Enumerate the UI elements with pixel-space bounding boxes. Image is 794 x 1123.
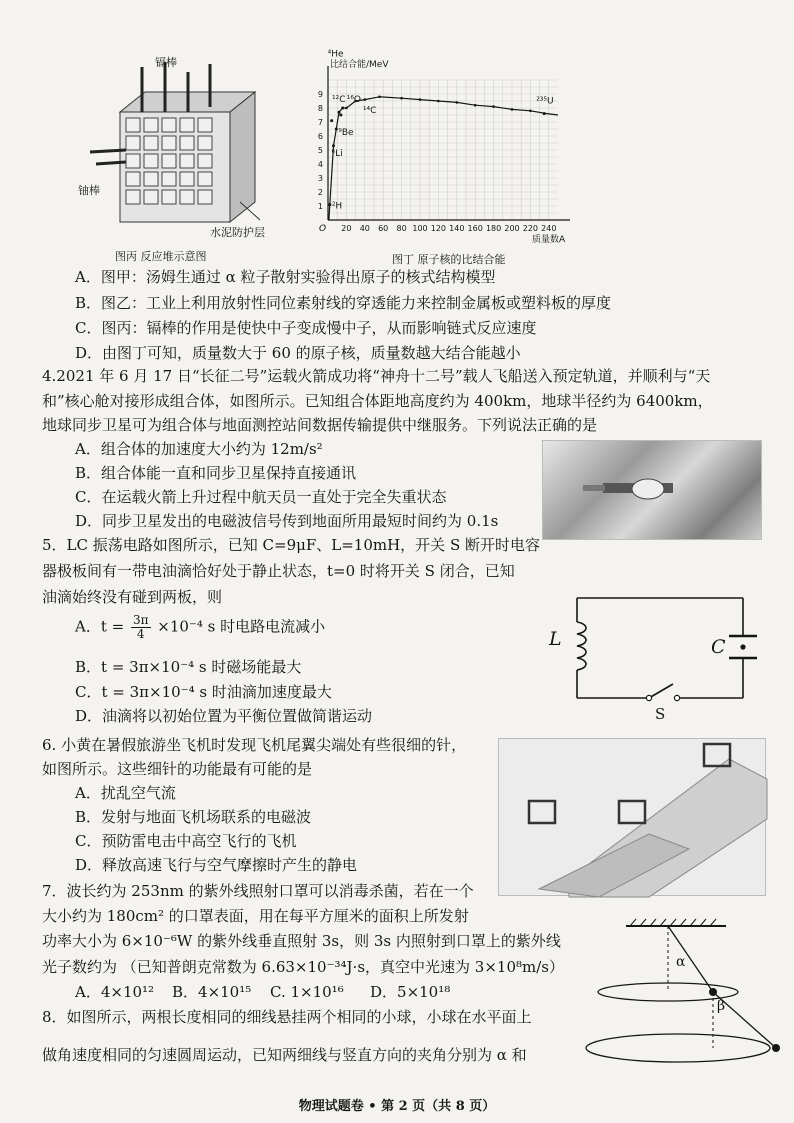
conical-pendulum-figure bbox=[586, 918, 786, 1068]
x-tick-label: 80 bbox=[396, 224, 407, 233]
annotation-label: ²H bbox=[331, 201, 343, 212]
data-point bbox=[378, 96, 381, 99]
x-tick-label: 120 bbox=[430, 224, 447, 233]
q6-stem-line-2: 如图所示。这些细针的功能最有可能的是 bbox=[42, 760, 313, 778]
label-beta: β bbox=[717, 998, 726, 1014]
data-point bbox=[364, 98, 367, 101]
spacecraft-shape bbox=[543, 441, 763, 541]
caption-figure-bing: 图丙 反应堆示意图 bbox=[115, 250, 207, 263]
data-point bbox=[400, 97, 403, 100]
y-tick-label: 8 bbox=[317, 104, 323, 113]
q5-stem-line-2: 器极板间有一带电油滴恰好处于静止状态，t=0 时将开关 S 闭合，已知 bbox=[42, 562, 515, 580]
label-uranium-rod: 铀棒 bbox=[78, 184, 100, 197]
data-point bbox=[511, 108, 514, 111]
q6-option-b: B．发射与地面飞机场联系的电磁波 bbox=[75, 808, 312, 826]
annotation-label: ⁹Be bbox=[338, 128, 354, 138]
annotation-point bbox=[341, 107, 344, 110]
label-inductor: L bbox=[549, 628, 562, 650]
q3-option-d: D．由图丁可知，质量数大于 60 的原子核，质量数越大结合能越小 bbox=[75, 344, 521, 362]
q8-stem-line-2: 做角速度相同的匀速圆周运动，已知两细线与竖直方向的夹角分别为 α 和 bbox=[42, 1046, 527, 1064]
fraction-numerator: 3π bbox=[132, 613, 149, 627]
q4-stem-line-3: 地球同步卫星可为组合体与地面测控站间数据传输提供中继服务。下列说法正确的是 bbox=[42, 416, 598, 434]
q5-option-b: B．t = 3π×10⁻⁴ s 时磁场能最大 bbox=[75, 658, 302, 676]
q3-option-b: B．图乙：工业上利用放射性同位素射线的穿透能力来控制金属板或塑料板的厚度 bbox=[75, 294, 612, 312]
x-tick-label: 160 bbox=[467, 224, 483, 233]
annotation-point bbox=[543, 112, 546, 115]
annotation-point bbox=[330, 119, 333, 122]
binding-energy-chart bbox=[300, 49, 600, 250]
annotation-point bbox=[332, 144, 335, 147]
q5-stem-line-3: 油滴始终没有碰到两板，则 bbox=[42, 588, 223, 606]
x-tick-label: 20 bbox=[341, 224, 352, 233]
aircraft-tail-photo bbox=[498, 738, 766, 896]
q3-option-c: C．图丙：镉棒的作用是使快中子变成慢中子，从而影响链式反应速度 bbox=[75, 319, 537, 337]
y-tick-label: 3 bbox=[317, 174, 323, 183]
label-concrete-shield: 水泥防护层 bbox=[210, 226, 265, 239]
label-alpha: α bbox=[676, 954, 686, 970]
annotation-label: ¹²C bbox=[332, 95, 346, 106]
lc-circuit-figure bbox=[545, 590, 760, 725]
reactor-diagram bbox=[60, 52, 290, 242]
q5-option-c: C．t = 3π×10⁻⁴ s 时油滴加速度最大 bbox=[75, 683, 332, 701]
label-cadmium-rod: 镉棒 bbox=[155, 56, 177, 69]
q4-option-b: B．组合体能一直和同步卫星保持直接通讯 bbox=[75, 464, 357, 482]
annotation-point bbox=[339, 114, 342, 117]
page-footer: 物理试题卷 • 第 2 页（共 8 页） bbox=[298, 1099, 496, 1114]
q4-option-c: C．在运载火箭上升过程中航天员一直处于完全失重状态 bbox=[75, 488, 447, 506]
caption-figure-ding: 图丁 原子核的比结合能 bbox=[392, 253, 506, 266]
y-tick-label: 5 bbox=[317, 146, 323, 155]
y-tick-label: 1 bbox=[317, 202, 323, 211]
x-tick-label: 240 bbox=[541, 224, 557, 233]
y-tick-label: 4 bbox=[317, 160, 323, 169]
aircraft-tail-shape bbox=[499, 739, 767, 897]
annotation-point bbox=[338, 111, 341, 114]
x-tick-label: 100 bbox=[412, 224, 428, 233]
q4-stem-line-2: 和”核心舱对接形成组合体，如图所示。已知组合体距地高度约为 400km，地球半径约为 6400km， bbox=[42, 392, 713, 410]
data-point bbox=[419, 98, 422, 101]
q4-option-d: D．同步卫星发出的电磁波信号传到地面所用最短时间约为 0.1s bbox=[75, 512, 499, 530]
annotation-label: ¹⁴C bbox=[362, 106, 377, 116]
q8-stem-line-1: 8．如图所示，两根长度相同的细线悬挂两个相同的小球，小球在水平面上 bbox=[42, 1008, 532, 1026]
q4-option-a: A．组合体的加速度大小约为 12m/s² bbox=[75, 440, 323, 458]
q4-stem-line-1: 4.2021 年 6 月 17 日“长征二号”运载火箭成功将“神舟十二号”载人飞船送入预定轨道，并顺利与“天 bbox=[42, 367, 711, 385]
y-tick-label: 2 bbox=[317, 188, 323, 197]
lc-circuit-diagram bbox=[545, 590, 760, 725]
annotation-label: ⁶Li bbox=[331, 148, 343, 159]
annotation-label: ¹⁶O bbox=[346, 95, 362, 105]
q6-option-a: A．扰乱空气流 bbox=[75, 784, 176, 802]
data-point bbox=[529, 110, 532, 113]
x-tick-label: 200 bbox=[504, 224, 520, 233]
label-capacitor: C bbox=[711, 636, 726, 658]
label-switch: S bbox=[655, 705, 666, 723]
spacecraft-photo bbox=[542, 440, 762, 540]
q6-stem-line-1: 6. 小黄在暑假旅游坐飞机时发现飞机尾翼尖端处有些很细的针， bbox=[42, 736, 467, 754]
q5-stem-line-1: 5．LC 振荡电路如图所示，已知 C=9μF、L=10mH，开关 S 断开时电容 bbox=[42, 536, 540, 554]
q6-option-c: C．预防雷电击中高空飞行的飞机 bbox=[75, 832, 297, 850]
x-tick-label: 180 bbox=[485, 224, 502, 233]
x-axis-title: 质量数A bbox=[532, 235, 566, 245]
y-tick-label: 9 bbox=[317, 90, 323, 99]
q5-option-d: D．油滴将以初始位置为平衡位置做简谐运动 bbox=[75, 707, 373, 725]
x-tick-label: 40 bbox=[359, 224, 370, 233]
conical-pendulum-diagram bbox=[586, 918, 786, 1068]
data-point bbox=[345, 107, 348, 110]
q7-option-c: C. 1×10¹⁶ bbox=[270, 983, 344, 1001]
data-point bbox=[437, 100, 440, 103]
axis-origin: O bbox=[319, 224, 327, 234]
y-tick-label: 7 bbox=[317, 118, 323, 127]
q7-stem-line-2: 大小约为 180cm² 的口罩表面，用在每平方厘米的面积上所发射 bbox=[42, 907, 469, 925]
x-tick-label: 140 bbox=[449, 224, 465, 233]
data-point bbox=[474, 104, 477, 107]
annotation-label: ⁴He bbox=[327, 49, 344, 60]
q7-option-b: B．4×10¹⁵ bbox=[172, 983, 252, 1001]
x-tick-label: 220 bbox=[522, 224, 539, 233]
figure-reactor bbox=[60, 52, 290, 267]
q6-option-d: D．释放高速飞行与空气摩擦时产生的静电 bbox=[75, 856, 358, 874]
q7-option-d: D．5×10¹⁸ bbox=[370, 983, 451, 1001]
q7-option-a: A．4×10¹² bbox=[75, 983, 155, 1001]
q5-option-a-prefix: A．t = bbox=[75, 617, 125, 636]
fraction-denominator: 4 bbox=[136, 627, 145, 641]
q7-stem-line-3: 功率大小为 6×10⁻⁶W 的紫外线垂直照射 3s，则 3s 内照射到口罩上的紫外线 bbox=[42, 932, 561, 950]
y-tick-label: 6 bbox=[317, 132, 323, 141]
q7-stem-line-1: 7．波长约为 253nm 的紫外线照射口罩可以消毒杀菌，若在一个 bbox=[42, 882, 474, 900]
q5-option-a-suffix: ×10⁻⁴ s 时电路电流减小 bbox=[157, 617, 326, 636]
fraction-3pi-over-4 bbox=[131, 614, 151, 641]
data-point bbox=[456, 101, 459, 104]
data-point bbox=[492, 105, 495, 108]
annotation-label: ²³⁵U bbox=[536, 96, 554, 107]
x-tick-label: 60 bbox=[378, 224, 389, 233]
figure-binding-energy bbox=[300, 49, 600, 270]
q7-stem-line-4: 光子数约为 （已知普朗克常数为 6.63×10⁻³⁴J·s，真空中光速为 3×10⁸m/s） bbox=[42, 958, 564, 976]
q3-option-a: A．图甲：汤姆生通过 α 粒子散射实验得出原子的核式结构模型 bbox=[75, 268, 496, 286]
y-axis-title: 比结合能/MeV bbox=[330, 60, 389, 70]
q5-option-a bbox=[75, 614, 325, 641]
